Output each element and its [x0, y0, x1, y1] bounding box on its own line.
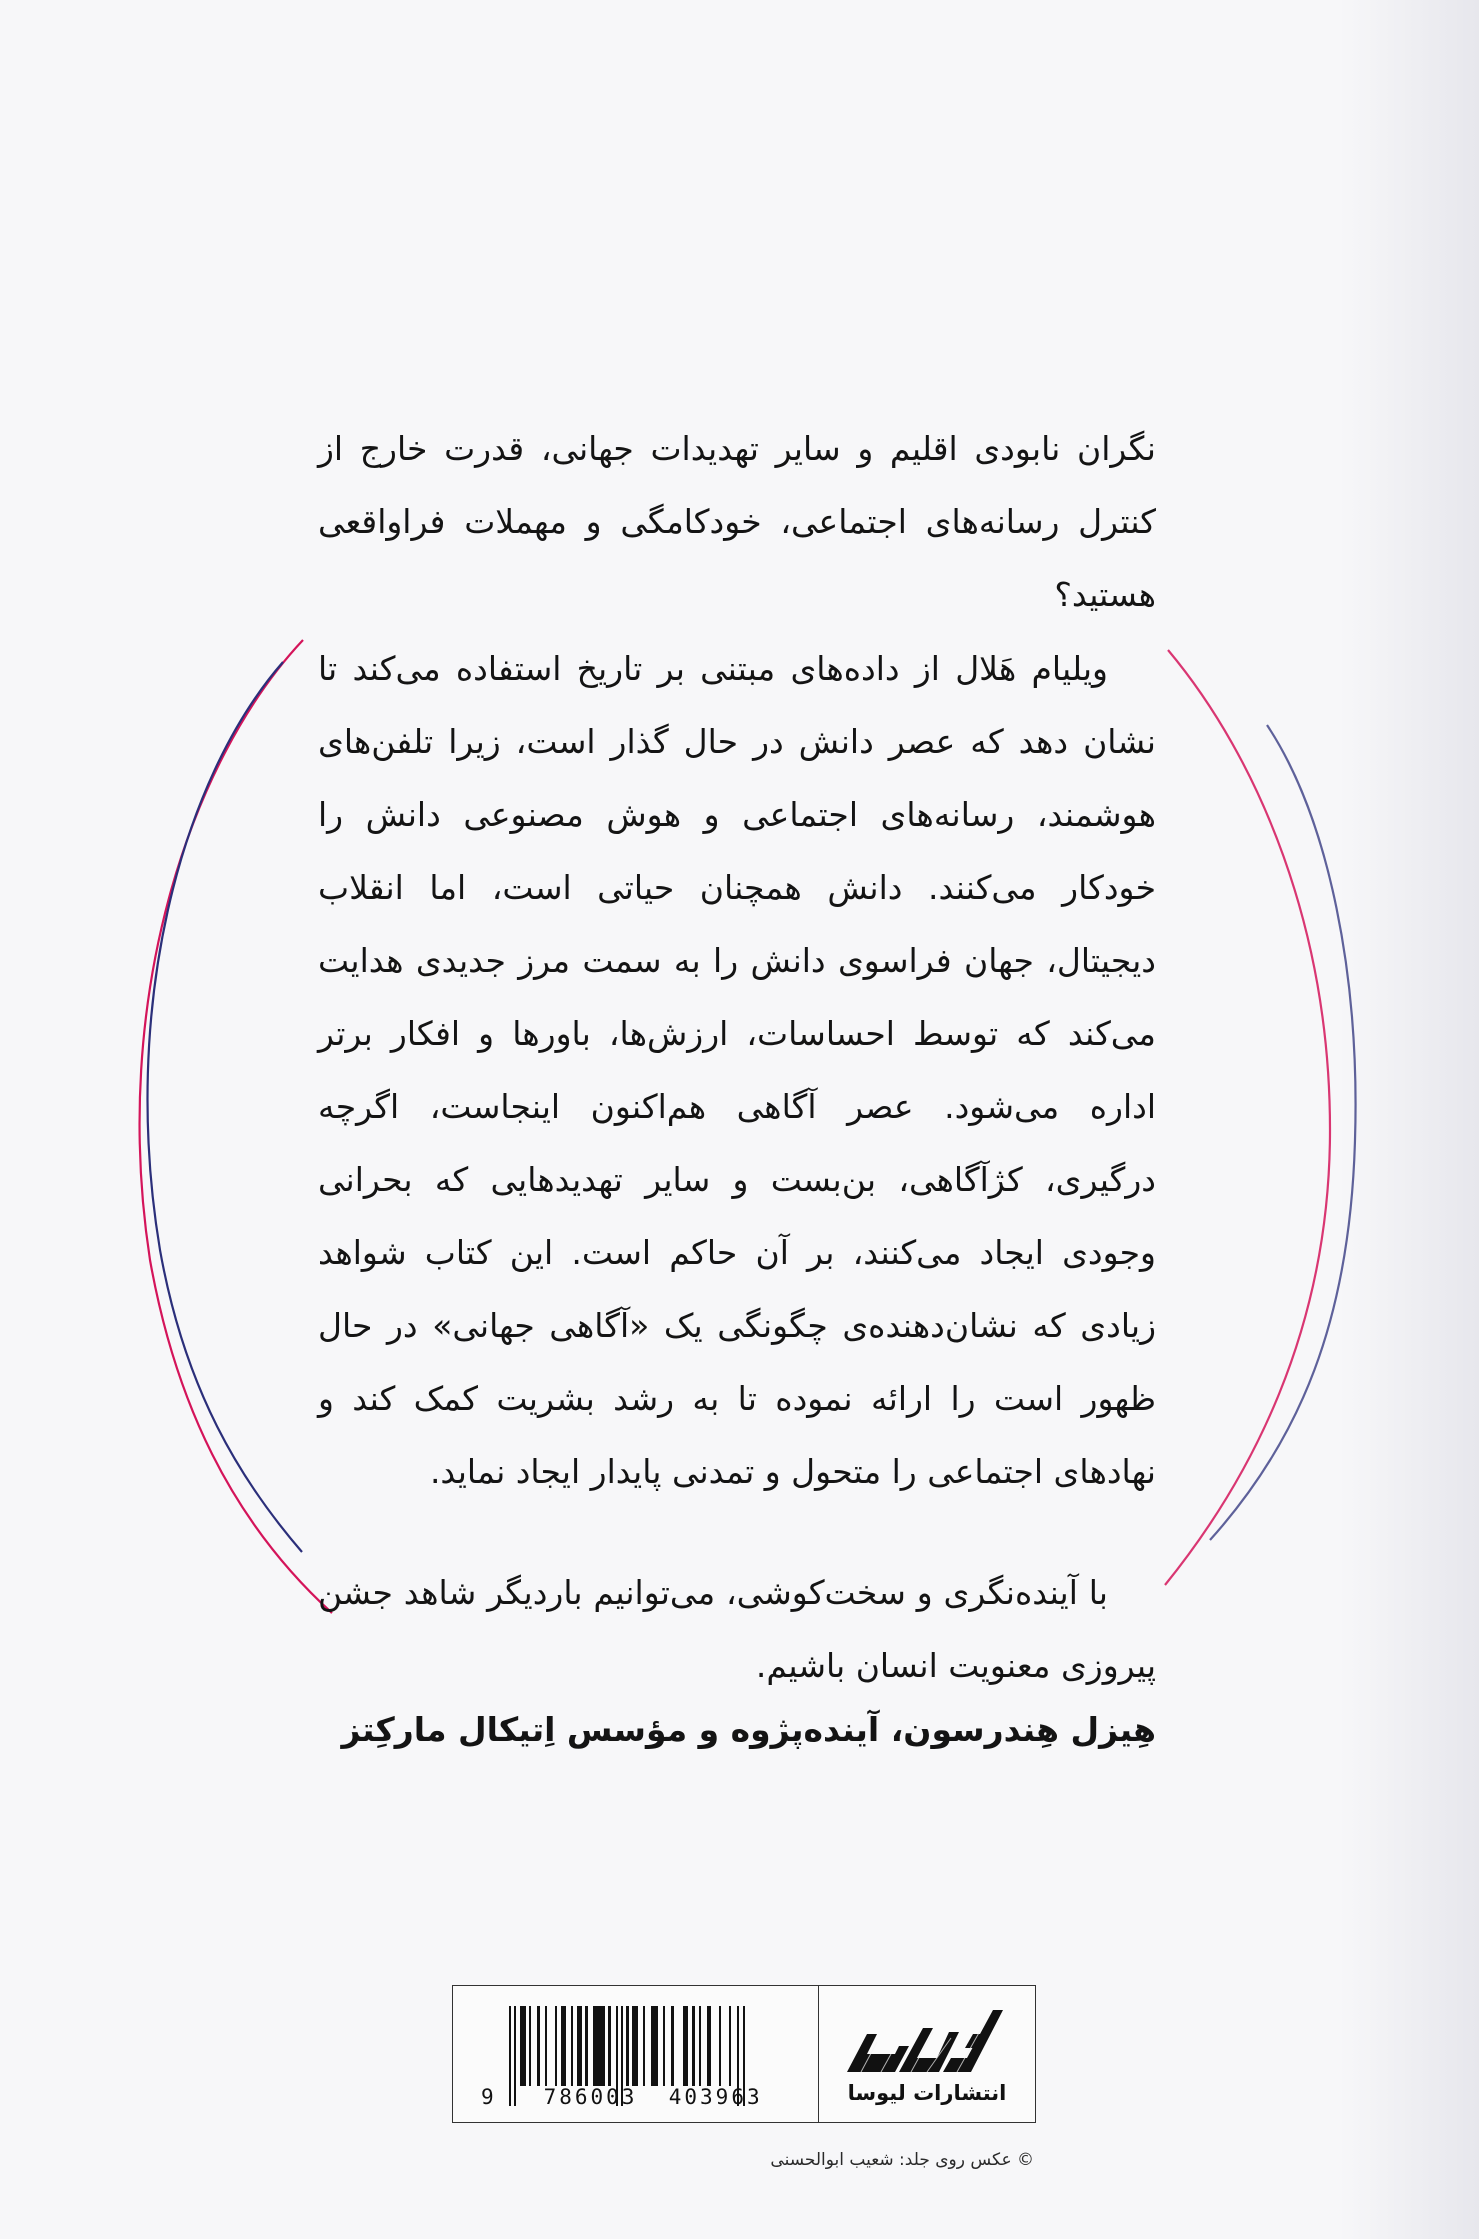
publisher-block	[819, 1986, 1035, 2122]
publisher-name: انتشارات لیوسا	[847, 2081, 1007, 2105]
isbn-group-2: 403963	[668, 2085, 763, 2109]
isbn-barcode	[453, 1986, 819, 2122]
isbn-lead-digit: 9	[481, 2085, 497, 2109]
description-paragraph: ویلیام هَلال از داده‌های مبتنی بر تاریخ استفاده می‌کند تا نشان دهد که عصر دانش در حال گذار است، زیرا تلفن‌های هوشمند، رسانه‌های اجتماعی و هوش مصنوعی دانش را خودکار می‌کنند. دانش همچنان حیاتی است، اما انقلاب دیجیتال، جهان فراسوی دانش را به سمت مرز جدیدی هدایت می‌کند که توسط احساسات، ارزش‌ها، باورها و افکار برتر اداره می‌شود. عصر آگاهی هم‌اکنون اینجاست، اگرچه درگیری، کژآگاهی، بن‌بست و سایر تهدیدهایی که بحرانی وجودی ایجاد می‌کنند، بر آن حاکم است. این کتاب شواهد زیادی که نشان‌دهنده‌ی چگونگی یک «آگاهی جهانی» در حال ظهور است را ارائه نموده تا به رشد بشریت کمک کند و نهادهای اجتماعی را متحول و تمدنی پایدار ایجاد نماید.	[318, 649, 1156, 1491]
page-edge-shadow	[1339, 0, 1479, 2239]
isbn-group-1: 786003	[543, 2085, 638, 2109]
liosa-logo-icon	[847, 2002, 1007, 2074]
left-arc-icon	[140, 640, 332, 1613]
barcode-publisher-box	[452, 1985, 1036, 2123]
cover-photo-credit: © عکس روی جلد: شعیب ابوالحسنی	[770, 2150, 1034, 2170]
closing-paragraph: با آینده‌نگری و سخت‌کوشی، می‌توانیم باردیگر شاهد جشن پیروزی معنویت انسان باشیم.	[318, 1573, 1156, 1685]
endorsement-attribution: هِیزل هِندرسون، آینده‌پژوه و مؤسس اِتیکال مارکِتز	[341, 1710, 1156, 1749]
isbn-number	[481, 2085, 763, 2109]
right-arc-icon	[1165, 650, 1356, 1585]
intro-question: نگران نابودی اقلیم و سایر تهدیدات جهانی، قدرت خارج از کنترل رسانه‌های اجتماعی، خودکامگی و مهملات فراواقعی هستید؟	[318, 429, 1156, 614]
